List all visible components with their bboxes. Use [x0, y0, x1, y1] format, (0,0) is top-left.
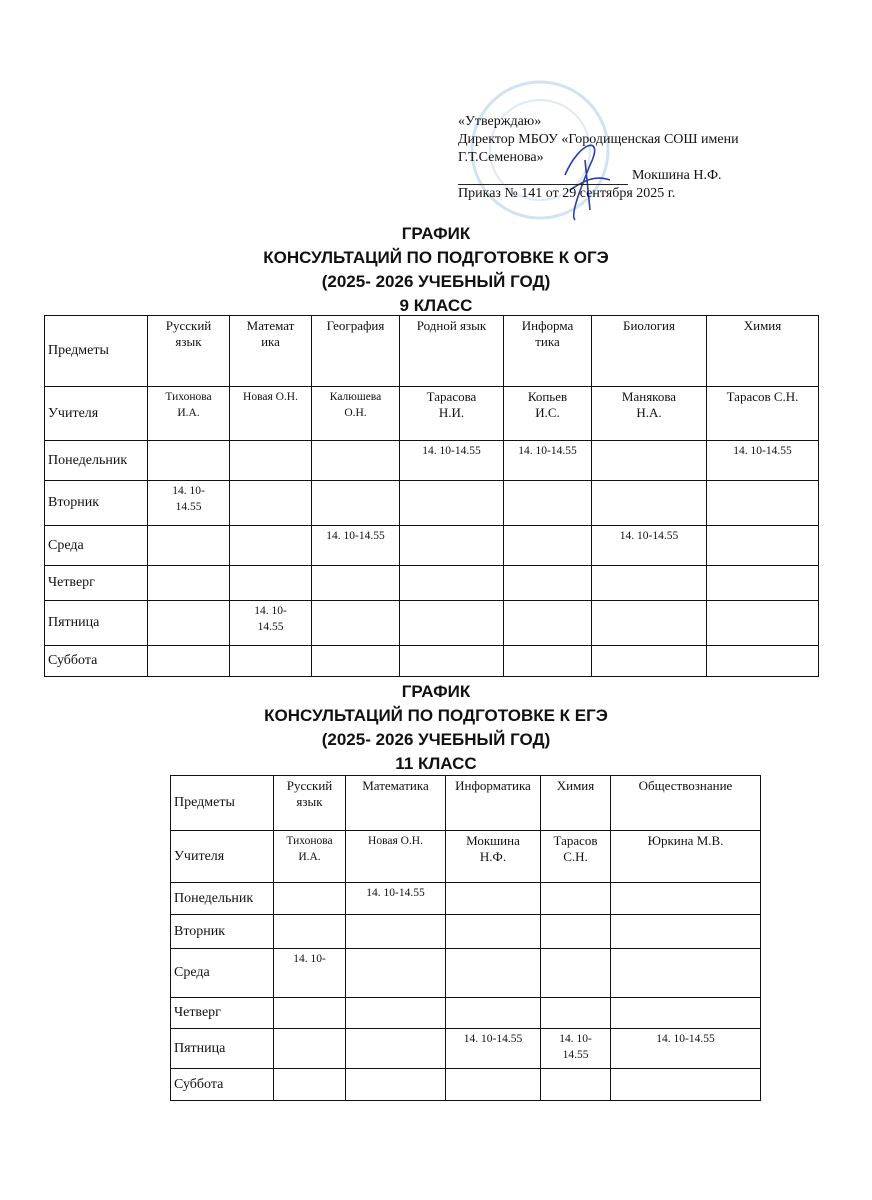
schedule-cell	[592, 646, 707, 677]
teacher-cell: Калюшева О.Н.	[312, 387, 400, 441]
schedule-cell: 14. 10-	[274, 949, 346, 998]
ege-title	[0, 680, 872, 776]
schedule-cell	[346, 1069, 446, 1101]
teacher-cell: Тихонова И.А.	[148, 387, 230, 441]
oge-title-1: ГРАФИК	[401, 224, 471, 243]
table-row	[45, 601, 819, 646]
table-row	[45, 387, 819, 441]
table-row	[171, 915, 761, 949]
subject-cell: Информатика	[446, 776, 541, 831]
schedule-cell	[611, 915, 761, 949]
schedule-cell: 14. 10-14.55	[592, 526, 707, 566]
oge-title	[0, 222, 872, 318]
table-row	[171, 949, 761, 998]
schedule-cell	[400, 481, 504, 526]
schedule-cell	[504, 601, 592, 646]
schedule-cell	[541, 1069, 611, 1101]
subject-cell: Химия	[541, 776, 611, 831]
table-row	[45, 481, 819, 526]
schedule-cell	[504, 526, 592, 566]
table-row	[171, 883, 761, 915]
schedule-cell	[707, 601, 819, 646]
table-row	[171, 1069, 761, 1101]
schedule-cell	[230, 526, 312, 566]
schedule-cell	[274, 883, 346, 915]
schedule-cell	[504, 566, 592, 601]
row-header-cell: Четверг	[171, 998, 274, 1029]
subject-cell: Русский язык	[148, 316, 230, 387]
oge-title-2: КОНСУЛЬТАЦИЙ ПО ПОДГОТОВКЕ К ОГЭ	[263, 248, 609, 267]
row-header-cell: Вторник	[45, 481, 148, 526]
oge-title-3: (2025- 2026 УЧЕБНЫЙ ГОД)	[321, 272, 551, 291]
table-row	[45, 316, 819, 387]
subject-cell: Родной язык	[400, 316, 504, 387]
schedule-cell	[312, 601, 400, 646]
schedule-cell	[230, 566, 312, 601]
ege-title-2: КОНСУЛЬТАЦИЙ ПО ПОДГОТОВКЕ К ЕГЭ	[264, 706, 608, 725]
subject-cell: Биология	[592, 316, 707, 387]
schedule-cell	[446, 883, 541, 915]
schedule-cell: 14. 10-14.55	[504, 441, 592, 481]
schedule-cell	[504, 481, 592, 526]
teacher-cell: Тарасов С.Н.	[541, 831, 611, 883]
schedule-cell: 14. 10-14.55	[312, 526, 400, 566]
row-header-cell: Среда	[45, 526, 148, 566]
schedule-cell	[148, 646, 230, 677]
schedule-cell	[274, 1069, 346, 1101]
schedule-cell	[611, 1069, 761, 1101]
schedule-cell	[274, 1029, 346, 1069]
approval-school: Г.Т.Семенова»	[458, 150, 544, 165]
schedule-cell	[148, 601, 230, 646]
approval-block	[458, 113, 739, 203]
schedule-cell	[611, 949, 761, 998]
schedule-cell	[312, 566, 400, 601]
table-row	[45, 646, 819, 677]
schedule-cell	[611, 883, 761, 915]
schedule-cell	[346, 1029, 446, 1069]
schedule-cell	[148, 441, 230, 481]
teacher-cell: Мокшина Н.Ф.	[446, 831, 541, 883]
subject-cell: Обществознание	[611, 776, 761, 831]
approval-order: Приказ № 141 от 29 сентября 2025 г.	[458, 186, 676, 201]
teacher-cell: Новая О.Н.	[346, 831, 446, 883]
subject-cell: Математ ика	[230, 316, 312, 387]
signature-line	[458, 170, 628, 185]
schedule-cell: 14. 10- 14.55	[148, 481, 230, 526]
schedule-cell	[541, 998, 611, 1029]
schedule-cell	[346, 949, 446, 998]
schedule-cell	[592, 601, 707, 646]
row-header-cell: Пятница	[171, 1029, 274, 1069]
row-header-cell: Пятница	[45, 601, 148, 646]
schedule-cell: 14. 10- 14.55	[230, 601, 312, 646]
schedule-cell	[707, 566, 819, 601]
teacher-cell: Новая О.Н.	[230, 387, 312, 441]
oge-schedule-table	[44, 315, 819, 677]
row-header-cell: Учителя	[45, 387, 148, 441]
schedule-cell	[707, 526, 819, 566]
row-header-cell: Среда	[171, 949, 274, 998]
table-row	[45, 441, 819, 481]
subject-cell: Русский язык	[274, 776, 346, 831]
schedule-cell	[230, 481, 312, 526]
row-header-cell: Вторник	[171, 915, 274, 949]
schedule-cell	[611, 998, 761, 1029]
schedule-cell	[312, 441, 400, 481]
schedule-cell: 14. 10-14.55	[707, 441, 819, 481]
subject-cell: География	[312, 316, 400, 387]
subject-cell: Математика	[346, 776, 446, 831]
subject-cell: Химия	[707, 316, 819, 387]
schedule-cell	[592, 441, 707, 481]
approval-signer: Мокшина Н.Ф.	[632, 168, 722, 183]
schedule-cell	[446, 998, 541, 1029]
teacher-cell: Тарасова Н.И.	[400, 387, 504, 441]
schedule-cell	[541, 915, 611, 949]
schedule-cell	[707, 646, 819, 677]
schedule-cell	[148, 566, 230, 601]
schedule-cell	[592, 566, 707, 601]
teacher-cell: Юркина М.В.	[611, 831, 761, 883]
teacher-cell: Манякова Н.А.	[592, 387, 707, 441]
subject-cell: Информа тика	[504, 316, 592, 387]
table-row	[45, 566, 819, 601]
ege-title-3: (2025- 2026 УЧЕБНЫЙ ГОД)	[321, 730, 551, 749]
schedule-cell	[274, 915, 346, 949]
schedule-cell: 14. 10- 14.55	[541, 1029, 611, 1069]
schedule-cell	[541, 949, 611, 998]
row-header-cell: Предметы	[171, 776, 274, 831]
schedule-cell	[400, 526, 504, 566]
approval-heading: «Утверждаю»	[458, 114, 542, 129]
row-header-cell: Суббота	[171, 1069, 274, 1101]
row-header-cell: Понедельник	[171, 883, 274, 915]
schedule-cell	[446, 1069, 541, 1101]
schedule-cell	[274, 998, 346, 1029]
schedule-cell	[230, 441, 312, 481]
table-row	[171, 1029, 761, 1069]
schedule-cell	[504, 646, 592, 677]
schedule-cell: 14. 10-14.55	[346, 883, 446, 915]
schedule-cell	[541, 883, 611, 915]
row-header-cell: Понедельник	[45, 441, 148, 481]
table-row	[45, 526, 819, 566]
schedule-cell	[312, 646, 400, 677]
ege-title-1: ГРАФИК	[401, 682, 471, 701]
schedule-cell	[230, 646, 312, 677]
table-row	[171, 998, 761, 1029]
schedule-cell: 14. 10-14.55	[446, 1029, 541, 1069]
schedule-cell	[312, 481, 400, 526]
teacher-cell: Тарасов С.Н.	[707, 387, 819, 441]
schedule-cell	[446, 949, 541, 998]
schedule-cell	[400, 601, 504, 646]
ege-schedule-table	[170, 775, 761, 1101]
row-header-cell: Суббота	[45, 646, 148, 677]
schedule-cell	[707, 481, 819, 526]
row-header-cell: Предметы	[45, 316, 148, 387]
schedule-cell	[346, 915, 446, 949]
ege-title-4: 11 КЛАСС	[395, 754, 477, 773]
teacher-cell: Копьев И.С.	[504, 387, 592, 441]
schedule-cell: 14. 10-14.55	[400, 441, 504, 481]
schedule-cell	[400, 566, 504, 601]
teacher-cell: Тихонова И.А.	[274, 831, 346, 883]
row-header-cell: Четверг	[45, 566, 148, 601]
schedule-cell	[346, 998, 446, 1029]
schedule-cell	[446, 915, 541, 949]
schedule-cell	[400, 646, 504, 677]
schedule-cell	[592, 481, 707, 526]
table-row	[171, 776, 761, 831]
oge-title-4: 9 КЛАСС	[399, 296, 473, 315]
row-header-cell: Учителя	[171, 831, 274, 883]
table-row	[171, 831, 761, 883]
schedule-cell	[148, 526, 230, 566]
approval-director: Директор МБОУ «Городищенская СОШ имени	[458, 132, 739, 147]
schedule-cell: 14. 10-14.55	[611, 1029, 761, 1069]
